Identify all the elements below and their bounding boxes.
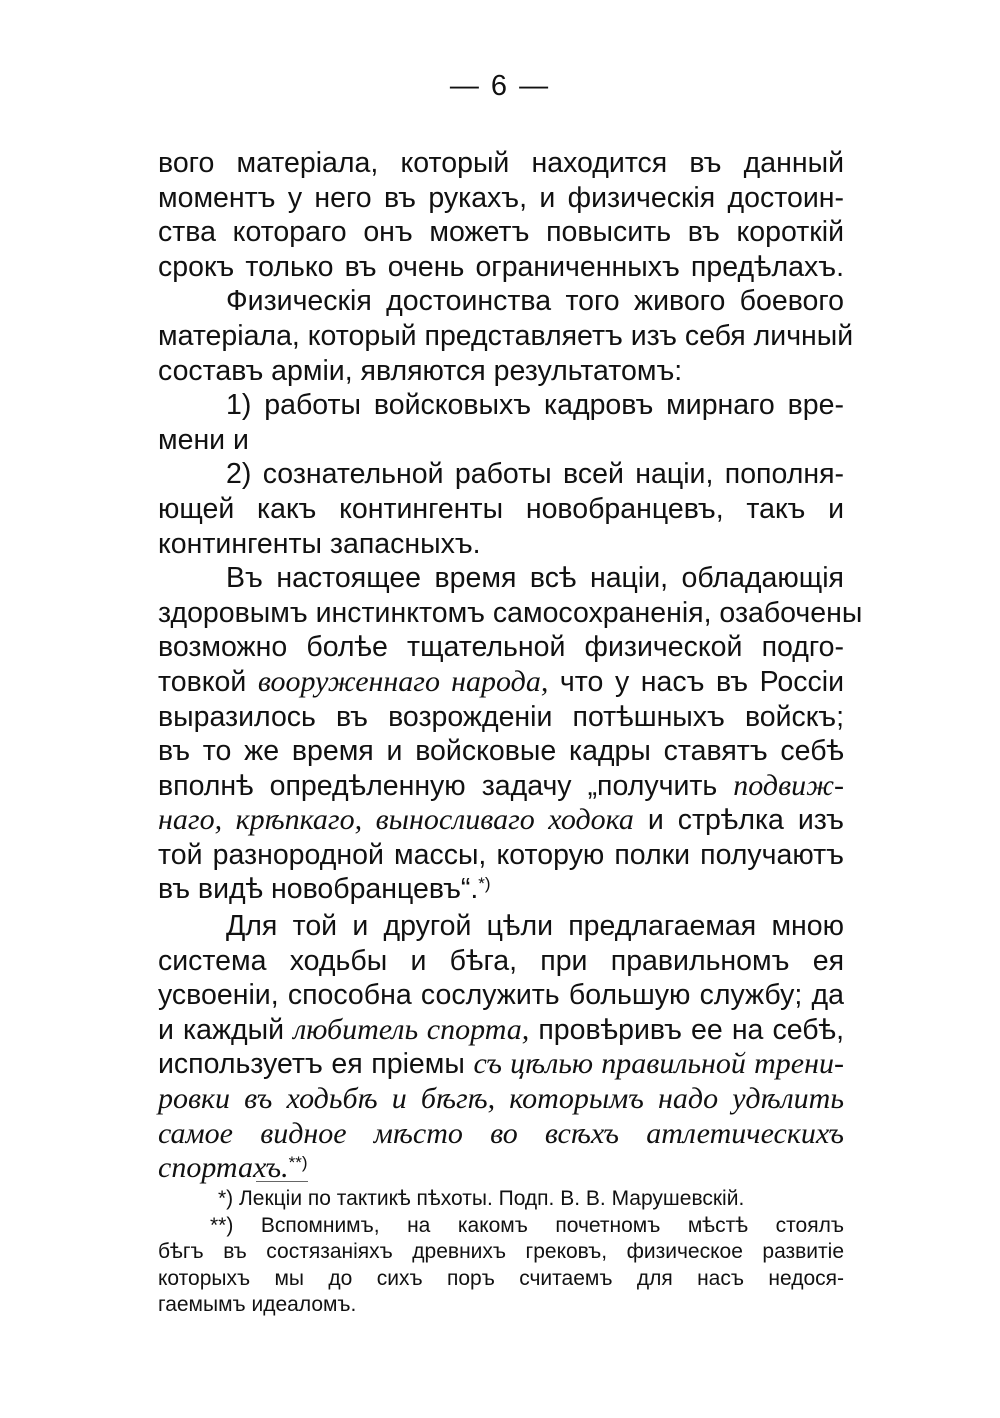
text-line — [158, 1117, 844, 1152]
text-line — [158, 1082, 844, 1117]
text-line: въ то же время и войсковые кадры ставятъ себѣ — [158, 735, 844, 768]
text-line — [158, 1047, 844, 1082]
italic-phrase: подвиж- — [733, 768, 844, 802]
text-line — [158, 769, 844, 804]
footnote-divider — [256, 1181, 308, 1182]
text-segment: и каждый — [158, 1013, 285, 1046]
text-segment: что у насъ въ Россіи — [559, 665, 844, 698]
text-segment: используетъ ея пріемы — [158, 1048, 465, 1081]
italic-phrase: ровки въ ходьбѣ и бѣгѣ, которымъ надо удѣлить — [158, 1082, 844, 1116]
text-line: моментъ у него въ рукахъ, и физическія достоин- — [158, 181, 844, 214]
text-line — [158, 872, 844, 907]
italic-phrase: самое видное мѣсто во всѣхъ атлетическихъ — [158, 1116, 844, 1150]
text-line — [158, 803, 844, 838]
italic-phrase: наго, крѣпкаго, выносливаго ходока — [158, 803, 634, 837]
text-line: матеріала, который представляетъ изъ себя личный — [158, 319, 854, 352]
footnote-1: *) Лекціи по тактикѣ пѣхоты. Подп. В. В. Марушевскій. — [218, 1187, 745, 1210]
footnote-marker: *) — [478, 874, 491, 894]
italic-phrase: спортахъ. — [158, 1151, 289, 1185]
text-segment: въ видѣ новобранцевъ“. — [158, 873, 479, 906]
text-line: 1) работы войсковыхъ кадровъ мирнаго вре- — [226, 389, 844, 422]
text-line — [158, 1013, 844, 1048]
text-line — [158, 665, 844, 700]
text-line: контингенты запасныхъ. — [158, 527, 481, 560]
footnote-2-line: бѣгъ въ состязаніяхъ древнихъ грековъ, физическое развитіе — [158, 1240, 844, 1263]
text-line: Физическія достоинства того живого боевого — [226, 285, 844, 318]
footnote-2-line: **) Вспомнимъ, на какомъ почетномъ мѣстѣ стоялъ — [210, 1213, 844, 1237]
text-line: вого матеріала, который находится въ данный — [158, 147, 844, 179]
text-line: составъ арміи, являются результатомъ: — [158, 354, 683, 387]
text-line: мени и — [158, 423, 249, 456]
footnote-2-line: которыхъ мы до сихъ поръ считаемъ для насъ недося- — [158, 1266, 844, 1290]
footnote-2-line: гаемымъ идеаломъ. — [158, 1293, 357, 1316]
text-line: той разнородной массы, которую полки получаютъ — [158, 838, 844, 871]
text-line: усвоеніи, способна сослужить большую службу; да — [158, 979, 844, 1012]
text-line: 2) сознательной работы всей націи, пополня- — [226, 458, 844, 491]
italic-phrase: вооруженнаго народа, — [257, 664, 549, 698]
text-segment: и стрѣлка изъ — [647, 804, 844, 837]
text-segment: провѣривъ ее на себѣ, — [538, 1013, 845, 1046]
italic-phrase: любитель спорта, — [293, 1012, 530, 1046]
text-line: система ходьбы и бѣга, при правильномъ ея — [158, 944, 844, 977]
text-line: возможно болѣе тщательной физической подго- — [158, 631, 844, 664]
text-line: ства котораго онъ можетъ повысить въ короткій — [158, 216, 844, 249]
page-number: — 6 — — [449, 70, 551, 102]
text-line: срокъ только въ очень ограниченныхъ предѣлахъ. — [158, 250, 844, 283]
footnotes — [158, 1186, 844, 1319]
text-segment: товкой — [158, 665, 247, 698]
italic-phrase: съ цѣлью правильной трени- — [473, 1047, 844, 1081]
footnote-marker: **) — [288, 1153, 308, 1173]
text-line: ющей какъ контингенты новобранцевъ, такъ и — [158, 492, 844, 525]
text-segment: вполнѣ опредѣленную задачу „получить — [158, 769, 718, 802]
text-line: Въ настоящее время всѣ націи, обладающія — [226, 562, 844, 595]
text-line: выразилось въ возрожденіи потѣшныхъ войскъ; — [158, 700, 844, 733]
body-text — [158, 146, 863, 1186]
text-line: здоровымъ инстинктомъ самосохраненія, озабочены — [158, 596, 863, 629]
text-line: Для той и другой цѣли предлагаемая мною — [226, 910, 844, 943]
